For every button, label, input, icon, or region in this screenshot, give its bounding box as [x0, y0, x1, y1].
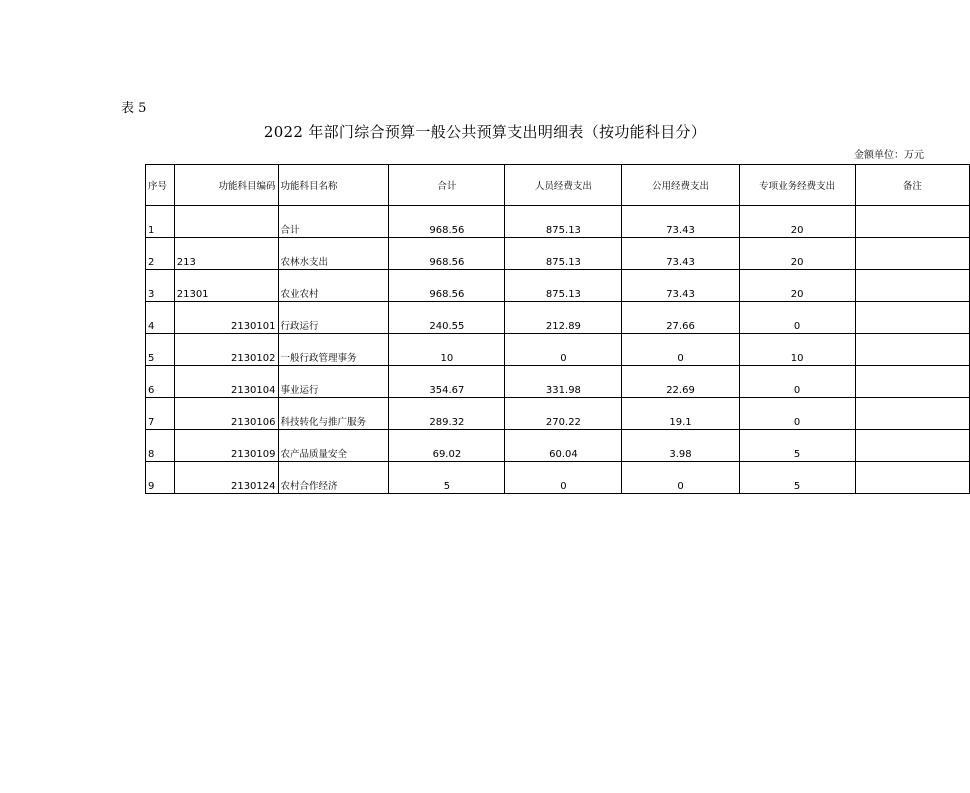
cell-name: 行政运行 — [278, 302, 389, 334]
header-row — [146, 165, 970, 206]
cell-seq: 6 — [146, 366, 175, 398]
table-row — [146, 462, 970, 494]
cell-notes — [855, 398, 969, 430]
cell-name: 科技转化与推广服务 — [278, 398, 389, 430]
cell-seq: 9 — [146, 462, 175, 494]
header-code: 功能科目编码 — [174, 165, 278, 206]
cell-special: 20 — [739, 270, 855, 302]
cell-personnel: 875.13 — [505, 238, 622, 270]
cell-seq: 3 — [146, 270, 175, 302]
cell-special: 0 — [739, 302, 855, 334]
header-notes: 备注 — [855, 165, 969, 206]
cell-total: 5 — [389, 462, 505, 494]
table-row — [146, 302, 970, 334]
cell-name: 农林水支出 — [278, 238, 389, 270]
cell-special: 5 — [739, 430, 855, 462]
cell-special: 20 — [739, 206, 855, 238]
cell-code: 2130104 — [174, 366, 278, 398]
cell-total: 354.67 — [389, 366, 505, 398]
cell-personnel: 60.04 — [505, 430, 622, 462]
document-title: 2022 年部门综合预算一般公共预算支出明细表（按功能科目分） — [263, 123, 707, 141]
cell-public: 73.43 — [622, 206, 739, 238]
table-row — [146, 398, 970, 430]
header-total: 合计 — [389, 165, 505, 206]
cell-seq: 5 — [146, 334, 175, 366]
cell-name: 事业运行 — [278, 366, 389, 398]
cell-personnel: 0 — [505, 462, 622, 494]
cell-total: 968.56 — [389, 238, 505, 270]
cell-public: 73.43 — [622, 270, 739, 302]
cell-special: 10 — [739, 334, 855, 366]
cell-code: 2130106 — [174, 398, 278, 430]
header-public: 公用经费支出 — [622, 165, 739, 206]
cell-personnel: 212.89 — [505, 302, 622, 334]
cell-code: 2130124 — [174, 462, 278, 494]
cell-total: 289.32 — [389, 398, 505, 430]
cell-public: 0 — [622, 334, 739, 366]
cell-code — [174, 206, 278, 238]
cell-personnel: 0 — [505, 334, 622, 366]
cell-seq: 1 — [146, 206, 175, 238]
table-row — [146, 238, 970, 270]
cell-public: 19.1 — [622, 398, 739, 430]
cell-notes — [855, 462, 969, 494]
table-number-label: 表 5 — [121, 101, 147, 116]
cell-total: 69.02 — [389, 430, 505, 462]
header-personnel: 人员经费支出 — [505, 165, 622, 206]
cell-total: 968.56 — [389, 206, 505, 238]
budget-table — [145, 164, 970, 494]
cell-seq: 4 — [146, 302, 175, 334]
cell-special: 0 — [739, 366, 855, 398]
cell-notes — [855, 334, 969, 366]
cell-code: 213 — [174, 238, 278, 270]
cell-total: 968.56 — [389, 270, 505, 302]
cell-special: 20 — [739, 238, 855, 270]
cell-name: 合计 — [278, 206, 389, 238]
cell-personnel: 875.13 — [505, 270, 622, 302]
cell-notes — [855, 238, 969, 270]
table-row — [146, 334, 970, 366]
header-seq: 序号 — [146, 165, 175, 206]
cell-personnel: 875.13 — [505, 206, 622, 238]
table-row — [146, 206, 970, 238]
cell-name: 一般行政管理事务 — [278, 334, 389, 366]
cell-personnel: 331.98 — [505, 366, 622, 398]
header-special: 专项业务经费支出 — [739, 165, 855, 206]
cell-code: 2130109 — [174, 430, 278, 462]
cell-seq: 2 — [146, 238, 175, 270]
cell-notes — [855, 430, 969, 462]
cell-seq: 7 — [146, 398, 175, 430]
cell-total: 10 — [389, 334, 505, 366]
cell-code: 21301 — [174, 270, 278, 302]
header-name: 功能科目名称 — [278, 165, 389, 206]
cell-special: 5 — [739, 462, 855, 494]
cell-public: 3.98 — [622, 430, 739, 462]
table-row — [146, 430, 970, 462]
cell-public: 73.43 — [622, 238, 739, 270]
cell-code: 2130101 — [174, 302, 278, 334]
cell-name: 农业农村 — [278, 270, 389, 302]
cell-notes — [855, 302, 969, 334]
cell-name: 农产品质量安全 — [278, 430, 389, 462]
cell-name: 农村合作经济 — [278, 462, 389, 494]
cell-total: 240.55 — [389, 302, 505, 334]
cell-code: 2130102 — [174, 334, 278, 366]
cell-notes — [855, 206, 969, 238]
cell-personnel: 270.22 — [505, 398, 622, 430]
table-row — [146, 270, 970, 302]
unit-note: 金额单位：万元 — [854, 150, 924, 161]
cell-seq: 8 — [146, 430, 175, 462]
cell-public: 22.69 — [622, 366, 739, 398]
cell-public: 0 — [622, 462, 739, 494]
table-row — [146, 366, 970, 398]
cell-notes — [855, 270, 969, 302]
cell-public: 27.66 — [622, 302, 739, 334]
cell-notes — [855, 366, 969, 398]
cell-special: 0 — [739, 398, 855, 430]
